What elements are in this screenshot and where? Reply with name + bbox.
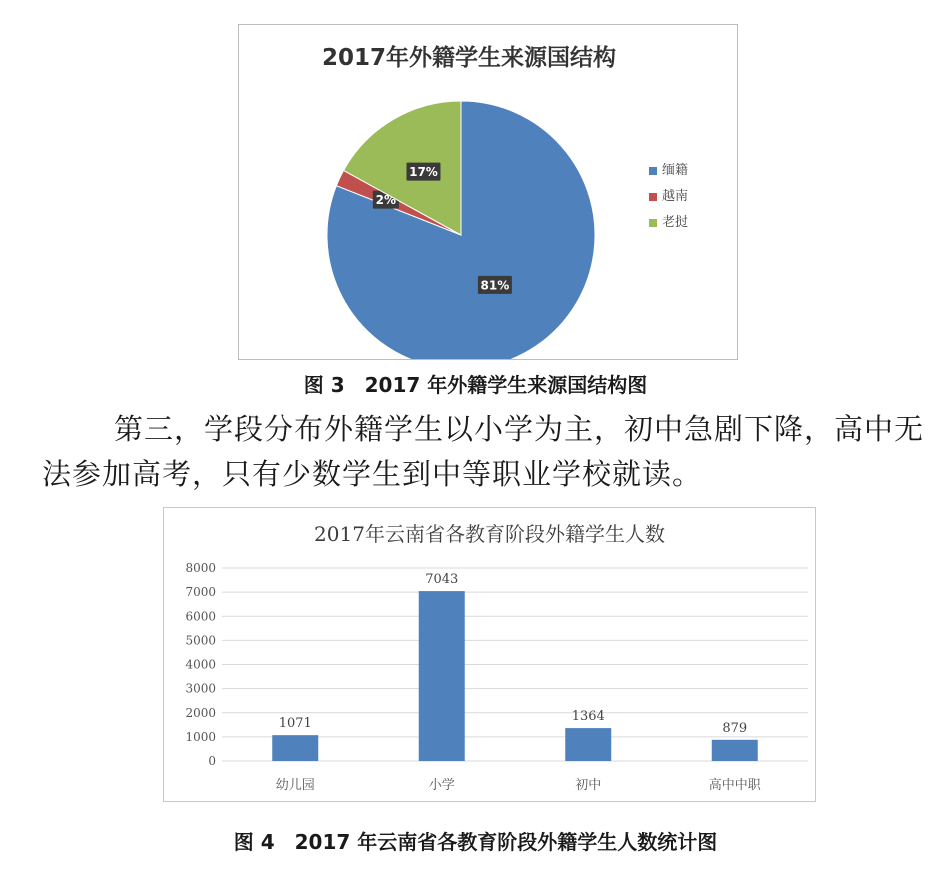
- pie-data-label: 81%: [480, 278, 510, 293]
- pie-data-label: 2%: [375, 193, 397, 208]
- pie-legend-label: 老挝: [662, 215, 689, 230]
- pie-chart-title: 2017年外籍学生来源国结构: [321, 45, 616, 71]
- pie-legend-label: 越南: [662, 189, 689, 204]
- bar-value-label: 7043: [425, 572, 459, 588]
- bar: [272, 735, 318, 761]
- pie-legend-swatch: [649, 167, 657, 175]
- x-category-label: 幼儿园: [275, 778, 315, 793]
- pie-legend-swatch: [649, 219, 657, 227]
- y-tick-label: 6000: [185, 609, 216, 624]
- body-paragraph: 第三，学段分布外籍学生以小学为主，初中急剧下降，高中无法参加高考，只有少数学生到中等职业学校就读。: [42, 412, 925, 491]
- bar: [565, 728, 611, 761]
- y-tick-label: 1000: [185, 729, 216, 744]
- bar-chart-title: 2017年云南省各教育阶段外籍学生人数: [314, 522, 665, 546]
- bar: [419, 591, 465, 761]
- bar: [712, 740, 758, 761]
- bar-chart-svg: [164, 508, 815, 801]
- y-tick-label: 4000: [185, 657, 216, 672]
- figure-4-caption: 图 4 2017 年云南省各教育阶段外籍学生人数统计图: [233, 830, 718, 854]
- pie-data-label: 17%: [409, 165, 438, 180]
- x-category-label: 小学: [428, 778, 455, 793]
- pie-legend-item: [649, 188, 688, 206]
- bar-value-label: 1364: [571, 709, 605, 725]
- pie-legend-swatch: [649, 193, 657, 201]
- bar-value-label: 879: [722, 720, 748, 736]
- y-tick-label: 5000: [185, 633, 216, 648]
- x-category-label: 高中中职: [708, 778, 761, 793]
- pie-legend-label: 缅籍: [662, 163, 689, 178]
- pie-legend-item: [649, 214, 688, 232]
- pie-legend-item: [649, 162, 688, 180]
- bar-value-label: 1071: [278, 716, 312, 732]
- pie-chart-panel: [238, 24, 738, 360]
- y-tick-label: 3000: [185, 681, 216, 696]
- bar-chart-panel: [163, 507, 816, 802]
- y-tick-label: 7000: [185, 585, 216, 600]
- x-category-label: 初中: [575, 778, 602, 793]
- figure-3-caption: 图 3 2017 年外籍学生来源国结构图: [303, 373, 648, 397]
- y-tick-label: 8000: [185, 561, 216, 575]
- y-tick-label: 2000: [185, 705, 216, 720]
- y-tick-label: 0: [208, 754, 216, 768]
